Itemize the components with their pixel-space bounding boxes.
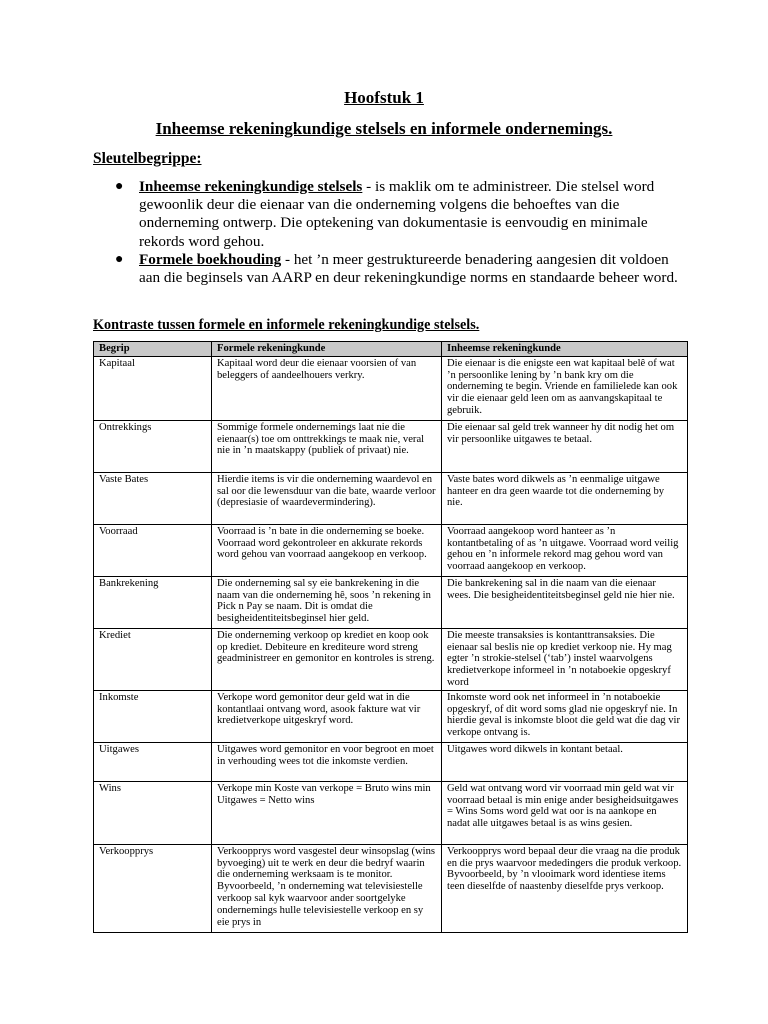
indigenous-cell: Verkoopprys word bepaal deur die vraag na die produk en die prys waarvoor mededingers die produk verkoop. Byvoorbeeld, by ’n vlooimark word identiese items teen dieselfde of naastenby dieselfde prys verkoop. <box>442 844 688 932</box>
bullet-icon: ● <box>115 179 124 194</box>
indigenous-cell: Uitgawes word dikwels in kontant betaal. <box>442 742 688 781</box>
key-term-item <box>93 178 693 251</box>
table-row <box>94 472 688 524</box>
key-term: Formele boekhouding <box>139 250 282 268</box>
chapter-title: Hoofstuk 1 <box>344 88 424 107</box>
term-cell: Wins <box>94 781 212 844</box>
key-terms-heading: Sleutelbegrippe: <box>93 150 202 167</box>
term-cell: Bankrekening <box>94 576 212 628</box>
formal-cell: Sommige formele ondernemings laat nie die eienaar(s) toe om onttrekkings te maak nie, veral nie in ’n maatskappy (publiek of privaat) nie. <box>212 420 442 472</box>
table-row <box>94 356 688 420</box>
table-row <box>94 524 688 576</box>
indigenous-cell: Geld wat ontvang word vir voorraad min geld wat vir voorraad betaal is min enige ander besigheidsuitgawes = Wins Soms word geld wat oor is na aankope en nadat alle uitgawes betaal is as wins gesien. <box>442 781 688 844</box>
table-header-row <box>94 342 688 357</box>
term-cell: Uitgawes <box>94 742 212 781</box>
term-cell: Inkomste <box>94 690 212 742</box>
key-terms-list <box>93 178 693 287</box>
indigenous-cell: Die bankrekening sal in die naam van die eienaar wees. Die besigheidentiteitsbeginsel geld nie hier nie. <box>442 576 688 628</box>
formal-cell: Verkope min Koste van verkope = Bruto wins min Uitgawes = Netto wins <box>212 781 442 844</box>
table-row <box>94 628 688 690</box>
formal-cell: Verkope word gemonitor deur geld wat in die kontantlaai ontvang word, asook fakture wat vir kredietverkope uitgeskryf word. <box>212 690 442 742</box>
table-row <box>94 690 688 742</box>
table-row <box>94 742 688 781</box>
indigenous-cell: Vaste bates word dikwels as ’n eenmalige uitgawe hanteer en dra geen waarde tot die onderneming by nie. <box>442 472 688 524</box>
bullet-icon: ● <box>115 251 124 267</box>
term-cell: Kapitaal <box>94 356 212 420</box>
term-cell: Vaste Bates <box>94 472 212 524</box>
column-header-indigenous: Inheemse rekeningkunde <box>442 342 688 357</box>
formal-cell: Kapitaal word deur die eienaar voorsien of van beleggers of aandeelhouers verkry. <box>212 356 442 420</box>
formal-cell: Verkoopprys word vasgestel deur winsopslag (wins byvoeging) uit te werk en deur die bedryf waarin die onderneming werksaam is te monitor. Byvoorbeeld, ’n onderneming wat televisiestelle verkoop sal kyk waarvoor ander soortgelyke ondernemings hulle televisiestelle verkoop en sy eie prys in <box>212 844 442 932</box>
indigenous-cell: Die eienaar is die enigste een wat kapitaal belê of wat ’n persoonlike lening by ’n bank kry om die onderneming te begin. Vriende en familielede kan ook vir die eienaar geld leen om as aanvangskapitaal te gebruik. <box>442 356 688 420</box>
formal-cell: Die onderneming verkoop op krediet en koop ook op krediet. Debiteure en krediteure word streng geadministreer en gemonitor en kontroles is streng. <box>212 628 442 690</box>
term-cell: Verkoopprys <box>94 844 212 932</box>
formal-cell: Voorraad is ’n bate in die onderneming se boeke. Voorraad word gekontroleer en akkurate rekords word gehou van voorraad aangekoop en verkoop. <box>212 524 442 576</box>
column-header-term: Begrip <box>94 342 212 357</box>
key-term-definition: - is maklik om te administreer. Die stelsel word gewoonlik deur die eienaar van die onderneming volgens die behoeftes van die onderneming ontwerp. Die optekening van dokumentasie is eenvoudig en minimale rekords word gehou. <box>139 178 655 250</box>
indigenous-cell: Inkomste word ook net informeel in ’n notaboekie opgeskryf, of dit word soms glad nie opgeskryf nie. In hierdie geval is inkomste bloot die geld wat die dag vir verkope ontvang is. <box>442 690 688 742</box>
key-term: Inheemse rekeningkundige stelsels <box>139 178 363 195</box>
column-header-formal: Formele rekeningkunde <box>212 342 442 357</box>
table-row <box>94 781 688 844</box>
formal-cell: Uitgawes word gemonitor en voor begroot en moet in verhouding wees tot die inkomste verdien. <box>212 742 442 781</box>
table-heading: Kontraste tussen formele en informele rekeningkundige stelsels. <box>93 317 480 333</box>
indigenous-cell: Voorraad aangekoop word hanteer as ’n kontantbetaling of as ’n uitgawe. Voorraad word veilig gehou en ’n informele rekord mag gehou word van voorraad aangekoop en verkoop. <box>442 524 688 576</box>
chapter-subtitle: Inheemse rekeningkundige stelsels en informele ondernemings. <box>155 119 613 138</box>
indigenous-cell: Die eienaar sal geld trek wanneer hy dit nodig het om vir persoonlike uitgawes te betaal. <box>442 420 688 472</box>
contrast-table <box>93 341 688 933</box>
key-term-item <box>93 251 693 287</box>
term-cell: Krediet <box>94 628 212 690</box>
table-row <box>94 420 688 472</box>
term-cell: Voorraad <box>94 524 212 576</box>
formal-cell: Die onderneming sal sy eie bankrekening in die naam van die onderneming hê, soos ’n rekening in Pick n Pay se naam. Dit is omdat die besigheidentiteitsbeginsel hier geld. <box>212 576 442 628</box>
indigenous-cell: Die meeste transaksies is kontanttransaksies. Die eienaar sal beslis nie op krediet verkoop nie. Hy mag egter ’n strokie-stelsel (‘tab’) instel waarvolgens kredietverkope informeel in ’n notaboekie opgeskryf word <box>442 628 688 690</box>
term-cell: Ontrekkings <box>94 420 212 472</box>
table-row <box>94 576 688 628</box>
key-term-definition: - het ’n meer gestruktureerde benadering aangesien dit voldoen aan die beginsels van AARP en deur rekeningkundige norms en standaarde beheer word. <box>139 250 678 287</box>
formal-cell: Hierdie items is vir die onderneming waardevol en sal oor die lewensduur van die bate, waarde verloor (depresiasie of waardevermindering). <box>212 472 442 524</box>
table-row <box>94 844 688 932</box>
